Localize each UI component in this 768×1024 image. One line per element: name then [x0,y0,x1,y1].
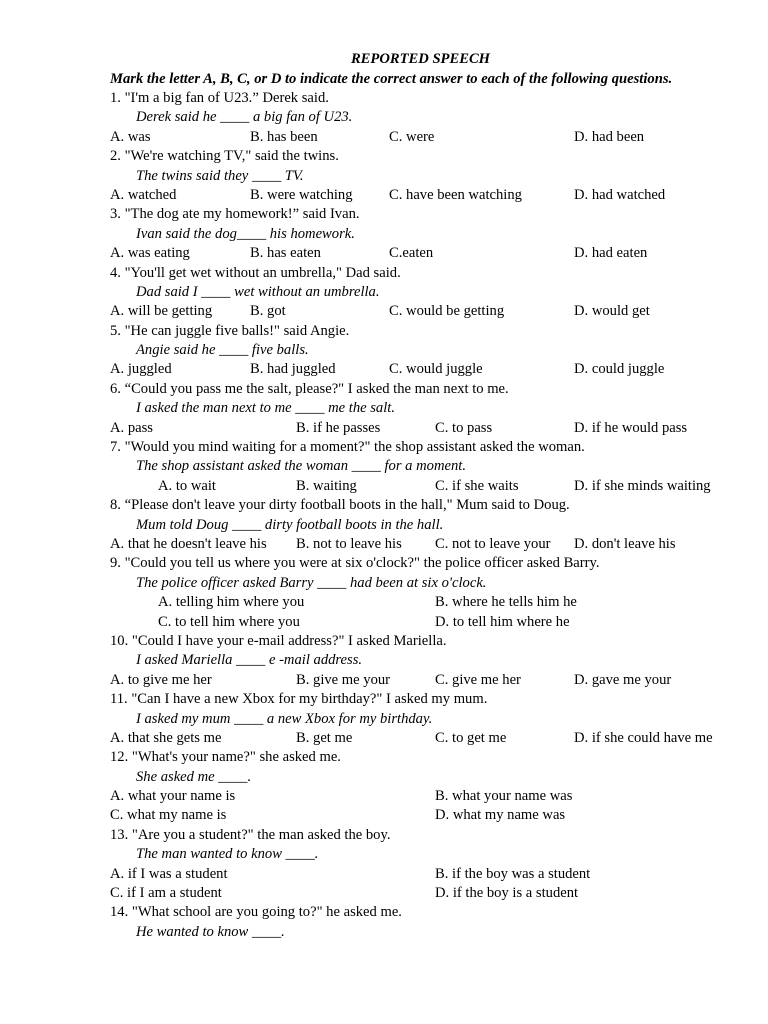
option-b[interactable]: B. not to leave his [296,535,402,552]
options-row [110,787,735,806]
reported-sentence: Ivan said the dog____ his homework. [136,225,355,242]
question-4 [110,264,735,322]
question-stem: 13. "Are you a student?" the man asked the boy. [110,826,391,843]
worksheet [110,50,735,942]
reported-sentence: The man wanted to know ____. [136,846,319,863]
option-b[interactable]: B. has been [250,128,318,145]
option-d[interactable]: D. could juggle [574,361,665,378]
option-a[interactable]: A. was [110,128,151,145]
question-stem: 8. “Please don't leave your dirty football boots in the hall," Mum said to Doug. [110,497,570,514]
options-row [110,671,735,690]
option-a[interactable]: A. juggled [110,361,172,378]
option-c[interactable]: C. give me her [435,671,521,688]
options-row [110,186,735,205]
option-c[interactable]: C.eaten [389,245,434,262]
options-row [110,593,735,612]
option-a[interactable]: A. that he doesn't leave his [110,535,267,552]
reported-sentence: I asked my mum ____ a new Xbox for my birthday. [136,710,433,727]
option-d[interactable]: D. had eaten [574,245,648,262]
option-d[interactable]: D. to tell him where he [435,613,570,630]
option-d[interactable]: D. if she could have me [574,729,713,746]
option-a[interactable]: A. what your name is [110,788,236,805]
option-c[interactable]: C. not to leave your [435,535,551,552]
option-c[interactable]: C. would juggle [389,361,483,378]
options-row [110,360,735,379]
option-d[interactable]: D. if she minds waiting [574,477,711,494]
instructions: Mark the letter A, B, C, or D to indicate the correct answer to each of the following questions. [110,70,673,87]
options-row [110,535,735,554]
options-row [110,613,735,632]
question-3 [110,205,735,263]
reported-sentence: She asked me ____. [136,768,252,785]
option-b[interactable]: B. get me [296,729,353,746]
option-d[interactable]: D. had been [574,128,645,145]
question-stem: 7. "Would you mind waiting for a moment?" the shop assistant asked the woman. [110,439,585,456]
options-row [110,865,735,884]
reported-sentence: The police officer asked Barry ____ had been at six o'clock. [136,574,487,591]
option-a[interactable]: A. watched [110,186,177,203]
option-b[interactable]: B. has eaten [250,245,321,262]
options-row [110,302,735,321]
option-b[interactable]: B. what your name was [435,788,573,805]
question-12 [110,748,735,826]
question-stem: 5. "He can juggle five balls!" said Angie. [110,322,350,339]
option-c[interactable]: C. have been watching [389,186,522,203]
option-b[interactable]: B. got [250,303,286,320]
options-row [110,244,735,263]
options-row [110,477,735,496]
question-stem: 11. "Can I have a new Xbox for my birthday?" I asked my mum. [110,691,488,708]
question-stem: 2. "We're watching TV," said the twins. [110,148,339,165]
option-a[interactable]: A. to give me her [110,671,212,688]
reported-sentence: Dad said I ____ wet without an umbrella. [136,283,380,300]
question-stem: 14. "What school are you going to?" he asked me. [110,904,402,921]
option-b[interactable]: B. if the boy was a student [435,865,591,882]
option-a[interactable]: A. that she gets me [110,729,222,746]
option-c[interactable]: C. what my name is [110,807,227,824]
question-13 [110,826,735,904]
question-stem: 4. "You'll get wet without an umbrella," Dad said. [110,264,401,281]
option-c[interactable]: C. to get me [435,729,507,746]
question-1 [110,89,735,147]
question-stem: 6. “Could you pass me the salt, please?" I asked the man next to me. [110,380,509,397]
reported-sentence: Derek said he ____ a big fan of U23. [136,109,353,126]
question-stem: 10. "Could I have your e-mail address?" I asked Mariella. [110,632,447,649]
question-11 [110,690,735,748]
option-b[interactable]: B. waiting [296,477,357,494]
option-a[interactable]: A. will be getting [110,303,213,320]
options-row [110,128,735,147]
option-c[interactable]: C. were [389,128,435,145]
question-stem: 3. "The dog ate my homework!” said Ivan. [110,206,360,223]
question-5 [110,322,735,380]
question-2 [110,147,735,205]
question-9 [110,554,735,632]
option-a[interactable]: A. to wait [158,477,216,494]
reported-sentence: Mum told Doug ____ dirty football boots in the hall. [136,516,444,533]
options-row [110,419,735,438]
question-6 [110,380,735,438]
question-stem: 9. "Could you tell us where you were at six o'clock?" the police officer asked Barry. [110,555,600,572]
worksheet-title: REPORTED SPEECH [350,51,491,67]
question-stem: 12. "What's your name?" she asked me. [110,749,341,766]
option-d[interactable]: D. if he would pass [574,419,688,436]
reported-sentence: He wanted to know ____. [136,923,285,940]
option-d[interactable]: D. what my name was [435,807,566,824]
option-d[interactable]: D. if the boy is a student [435,885,579,902]
options-row [110,884,735,903]
option-c[interactable]: C. to pass [435,419,493,436]
question-10 [110,632,735,690]
option-c[interactable]: C. if I am a student [110,885,222,902]
option-c[interactable]: C. would be getting [389,303,505,320]
reported-sentence: The shop assistant asked the woman ____ for a moment. [136,458,466,475]
option-b[interactable]: B. if he passes [296,419,381,436]
option-d[interactable]: D. would get [574,303,650,320]
option-b[interactable]: B. give me your [296,671,391,688]
option-c[interactable]: C. to tell him where you [158,613,300,630]
option-c[interactable]: C. if she waits [435,477,519,494]
reported-sentence: I asked the man next to me ____ me the salt. [136,400,395,417]
question-14 [110,903,735,942]
reported-sentence: I asked Mariella ____ e -mail address. [136,652,363,669]
question-stem: 1. "I'm a big fan of U23.” Derek said. [110,90,329,106]
options-row [110,729,735,748]
option-b[interactable]: B. had juggled [250,361,336,378]
option-d[interactable]: D. don't leave his [574,535,676,552]
option-a[interactable]: A. if I was a student [110,865,228,882]
option-d[interactable]: D. had watched [574,186,666,203]
question-list [110,89,735,942]
option-d[interactable]: D. gave me your [574,671,672,688]
reported-sentence: The twins said they ____ TV. [136,167,304,184]
question-7 [110,438,735,496]
option-a[interactable]: A. telling him where you [158,594,305,611]
question-8 [110,496,735,554]
option-b[interactable]: B. were watching [250,186,353,203]
option-a[interactable]: A. pass [110,419,153,436]
option-a[interactable]: A. was eating [110,245,190,262]
reported-sentence: Angie said he ____ five balls. [136,342,309,359]
options-row [110,806,735,825]
option-b[interactable]: B. where he tells him he [435,594,577,611]
